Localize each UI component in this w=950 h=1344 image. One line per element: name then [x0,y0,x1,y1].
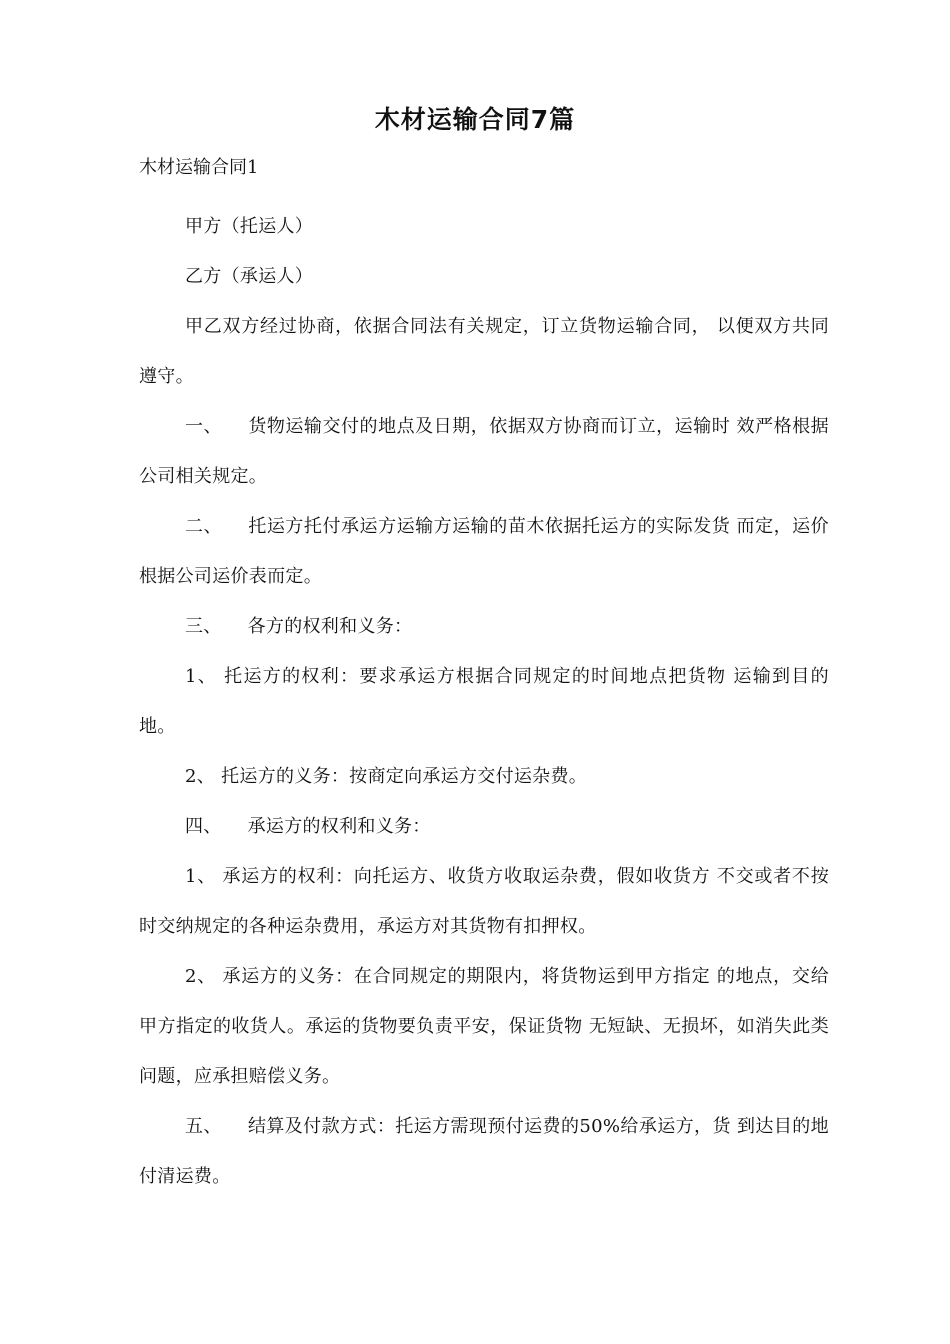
paragraph-text: 乙方（承运人） [185,266,314,287]
clause-text: 托运方托付承运方运输方运输的苗木依据托运方的实际发货 而定，运价根据公司运价表而定。 [139,516,829,587]
paragraph-text: 1、 托运方的权利：要求承运方根据合同规定的时间地点把货物 运输到目的地。 [139,666,829,737]
clause-number: 一、 [185,416,223,437]
clause-text: 结算及付款方式：托运方需现预付运费的50%给承运方，货 到达目的地付清运费。 [139,1116,829,1187]
clause-number: 四、 [185,816,222,837]
sub-clause [139,852,829,952]
clause-5 [139,1102,829,1202]
document-body [139,202,829,1202]
paragraph-preamble [139,302,829,402]
clause-4 [139,802,829,852]
paragraph-text: 2、 承运方的义务：在合同规定的期限内，将货物运到甲方指定 的地点，交给甲方指定的收货人。承运的货物要负责平安，保证货物 无短缺、无损坏，如消失此类问题，应承担赔偿义务。 [139,966,829,1087]
sub-clause [139,952,829,1102]
paragraph-text: 2、 托运方的义务：按商定向承运方交付运杂费。 [185,766,588,787]
clause-text: 各方的权利和义务： [247,616,413,637]
paragraph-text: 1、 承运方的权利：向托运方、收货方收取运杂费，假如收货方 不交或者不按时交纳规定的各种运杂费用，承运方对其货物有扣押权。 [139,866,829,937]
clause-1 [139,402,829,502]
paragraph-text: 甲方（托运人） [185,216,314,237]
clause-text: 货物运输交付的地点及日期，依据双方协商而订立，运输时 效严格根据公司相关规定。 [139,416,829,487]
clause-2 [139,502,829,602]
clause-number: 二、 [185,516,223,537]
sub-clause [139,652,829,752]
paragraph-text: 甲乙双方经过协商，依据合同法有关规定，订立货物运输合同， 以便双方共同遵守。 [139,316,829,387]
paragraph-party-b [139,252,829,302]
clause-text: 承运方的权利和义务： [247,816,431,837]
clause-3 [139,602,829,652]
document-subtitle: 木材运输合同1 [139,157,259,178]
clause-number: 五、 [185,1116,222,1137]
sub-clause [139,752,829,802]
paragraph-party-a [139,202,829,252]
clause-number: 三、 [185,616,222,637]
document-title: 木材运输合同7篇 [374,105,576,134]
